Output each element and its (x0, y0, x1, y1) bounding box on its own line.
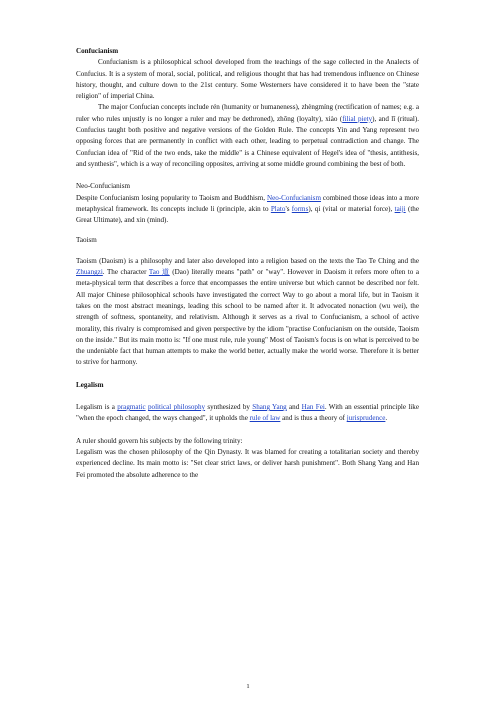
text-run: . With an essential principle like "when the epoch changed, the ways changed", it upholds the (76, 403, 419, 423)
link-pragmatic[interactable]: pragmatic (117, 403, 146, 412)
page-number: 1 (246, 683, 250, 690)
link-filial-piety[interactable]: filial piety (342, 114, 373, 123)
spacer (76, 226, 419, 235)
section-heading-neo-confucianism: Neo-Confucianism (76, 182, 130, 191)
link-shang-yang[interactable]: Shang Yang (252, 403, 287, 412)
spacer (76, 170, 419, 181)
paragraph (76, 256, 419, 369)
paragraph (76, 402, 419, 425)
link-zhuangzi[interactable]: Zhuangzi (76, 268, 103, 277)
text-run: . The character (102, 268, 149, 277)
section-heading-confucianism: Confucianism (76, 47, 119, 55)
section-heading-legalism: Legalism (76, 380, 104, 389)
text-run: ), qi (vital or material force), (308, 204, 395, 213)
spacer (76, 391, 419, 402)
text-run: 's (285, 204, 292, 213)
paragraph (76, 102, 419, 170)
text-run: The major Confucian concepts include rén (humanity or humaneness), zhèngmíng (rectification of names; e.g. a ruler who rules unjustly is no longer a ruler and may be dethroned), zhōng (loyalty), xiào ( (76, 103, 419, 123)
text-run: and is thus a theory of (280, 414, 347, 423)
paragraph (76, 193, 419, 227)
text-run: and (286, 403, 302, 412)
paragraph: Confucianism is a philosophical school developed from the teachings of the sage collected in the Analects of Confucius. It is a system of moral, social, political, and religious thought that has had tremendous influence on Chinese history, thought, and culture down to the 21st century. Some Westerners have considered it to have been the "state religion" of imperial China. (76, 58, 419, 101)
link-han-fei[interactable]: Han Fei (301, 403, 325, 412)
link-rule-of-law[interactable]: rule of law (249, 414, 281, 423)
spacer (76, 247, 419, 256)
text-run: (the Great Ultimate), and xin (mind). (76, 204, 420, 225)
paragraph: Legalism was the chosen philosophy of the Qin Dynasty. It was blamed for creating a totalitarian society and thereby experienced decline. Its main motto is: "Set clear strict laws, or deliver harsh punishment". Both Shang Yang and Han Fei promoted the absolute adherence to the (76, 447, 419, 479)
paragraph: A ruler should govern his subjects by the following trinity: (76, 436, 243, 445)
link-forms[interactable]: forms (291, 204, 309, 213)
text-run: combined those ideas into a more metaphysical framework. Its concepts include li (principle, akin to (76, 193, 419, 213)
link-political-philosophy[interactable]: political philosophy (147, 403, 206, 412)
link-plato[interactable]: Plato (270, 204, 286, 213)
spacer (76, 369, 419, 380)
link-neo-confucianism[interactable]: Neo-Confucianism (266, 193, 321, 202)
text-run: ), and lǐ (ritual). Confucius taught both positive and negative versions of the Golden Rule. The concepts Yin and Yang represent two opposing forces that are permanently in conflict with each other, leading to perpetual contradiction and change. The Confucian idea of "Rid of the two ends, take the middle" is a Chinese equivalent of Hegel's idea of "thesis, antithesis, and synthesis", which is a way of reconciling opposites, arriving at some middle ground combining the best of both. (76, 114, 419, 168)
spacer (76, 425, 419, 436)
text-run: synthesized by (205, 403, 253, 412)
text-run: Taoism (Daoism) is a philosophy and later also developed into a religion based on the texts the Tao Te Ching and the (76, 256, 419, 265)
section-heading-taoism: Taoism (76, 236, 97, 245)
link-tao[interactable]: Tao 道 (148, 268, 170, 277)
text-run: . (385, 414, 388, 423)
text-run: (Dao) literally means "path" or "way". However in Daoism it refers more often to a meta-physical term that describes a force that encompasses the entire universe but which cannot be described nor felt. All major Chinese philosophical schools have investigated the correct Way to go about a moral life, but in Taoism it takes on the most abstract meanings, leading this school to be named after it. It advocated nonaction (wu wei), the strength of softness, spontaneity, and relativism. Although it serves as a rival to Confucianism, a school of active morality, this rivalry is compromised and given perspective by the idiom "practise Confucianism on the outside, Taoism on the inside." But its main motto is: "If one must rule, rule young" Most of Taoism's focus is on what is perceived to be the undeniable fact that human attempts to make the world better, actually make the world worse. Therefore it is better to strive for harmony. (76, 268, 419, 367)
text-run: Despite Confucianism losing popularity to Taoism and Buddhism, (76, 193, 267, 202)
text-run: Legalism is a (76, 403, 118, 412)
link-taiji[interactable]: taiji (394, 204, 406, 213)
link-jurisprudence[interactable]: jurisprudence (346, 414, 386, 423)
document-page (76, 46, 419, 481)
